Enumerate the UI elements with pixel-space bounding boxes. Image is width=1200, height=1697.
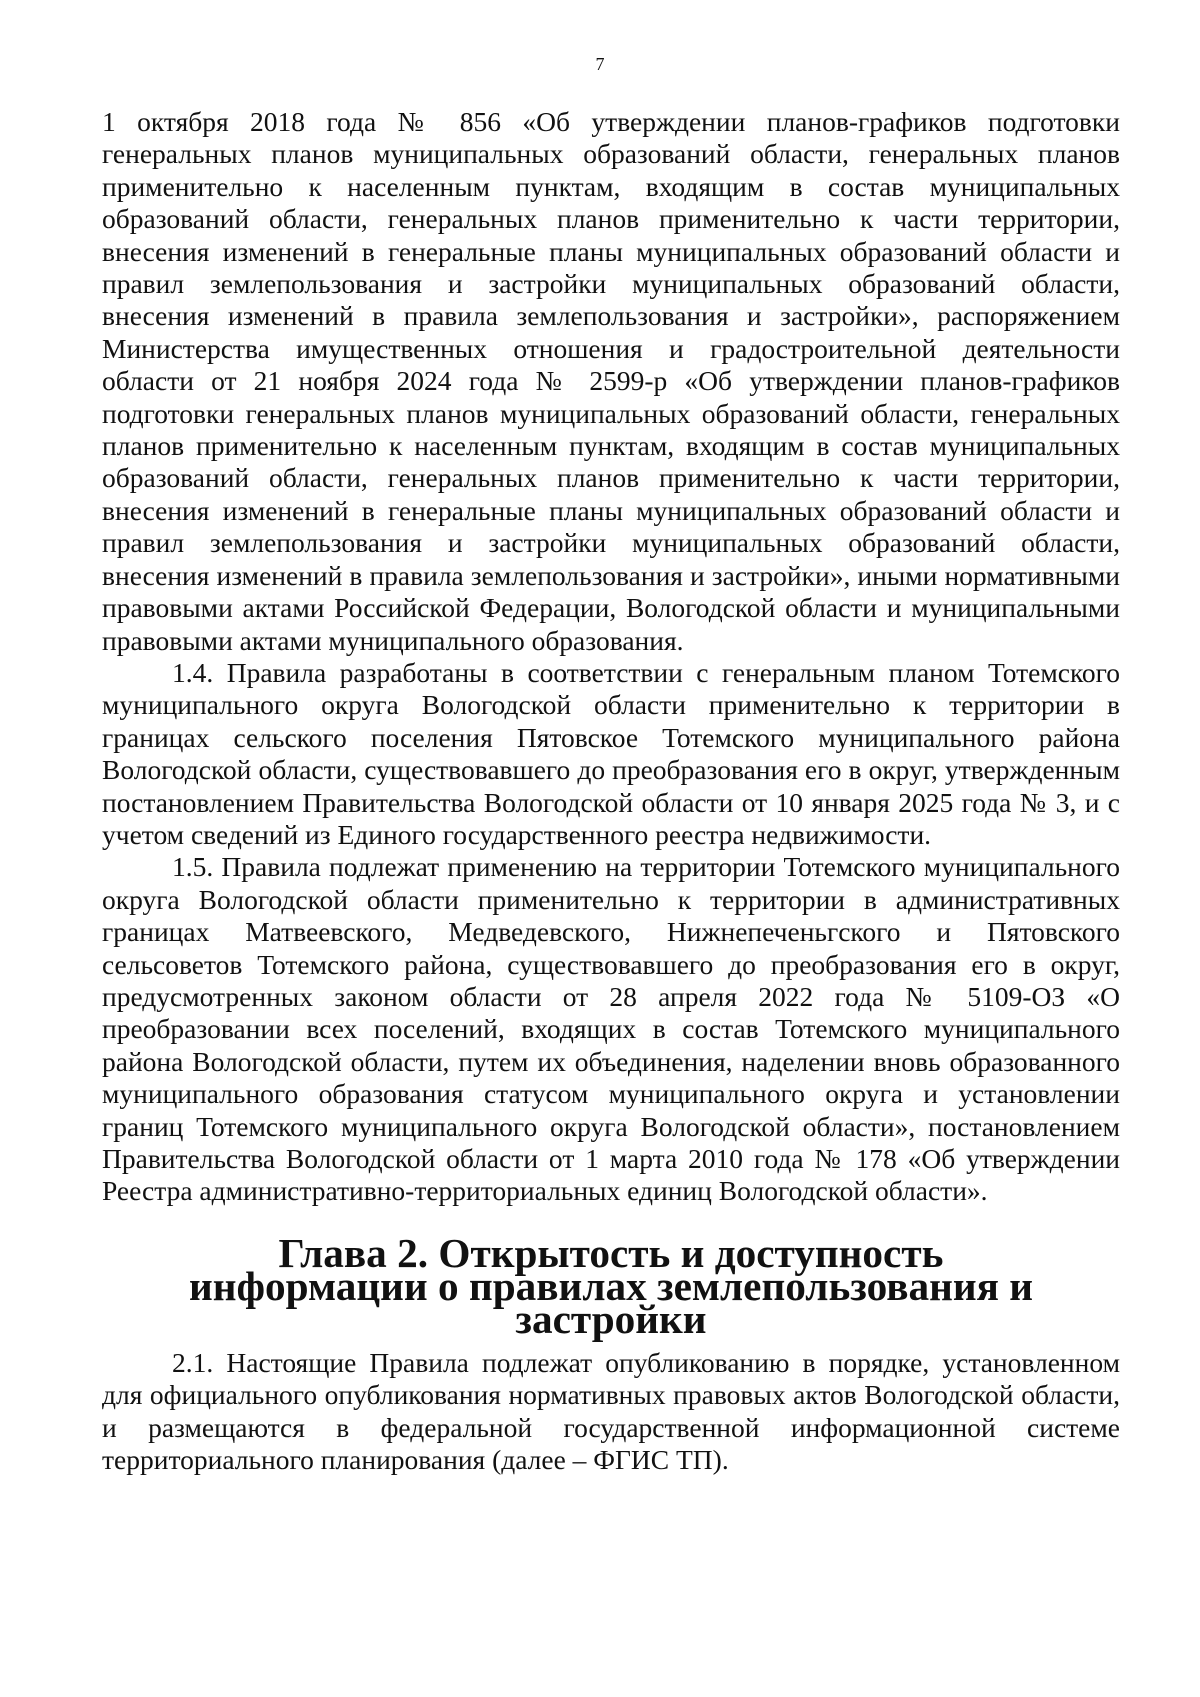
chapter-heading	[102, 1229, 1120, 1342]
paragraph-1-4: 1.4. Правила разработаны в соответствии с генеральным планом Тотемского муниципального округа Вологодской области применительно к территории в границах сельского поселения Пятовское Тотемского муниципального района Вологодской области, существовавшего до преобразования его в округ, утвержденным постановлением Правительства Вологодской области от 10 января 2025 года № 3, и с учетом сведений из Единого государственного реестра недвижимости.	[102, 656, 1120, 850]
page-number: 7	[595, 54, 605, 74]
document-body	[102, 106, 1120, 1476]
paragraph-1-5: 1.5. Правила подлежат применению на территории Тотемского муниципального округа Вологодской области применительно к территории в административных границах Матвеевского, Медведевского, Нижнепеченьгского и Пятовского сельсоветов Тотемского района, существовавшего до преобразования его в округ, предусмотренных законом области от 28 апреля 2022 года № 5109-ОЗ «О преобразовании всех поселений, входящих в состав Тотемского муниципального района Вологодской области, путем их объединения, наделении вновь образованного муниципального образования статусом муниципального округа и установлении границ Тотемского муниципального округа Вологодской области», постановлением Правительства Вологодской области от 1 марта 2010 года № 178 «Об утверждении Реестра административно-территориальных единиц Вологодской области».	[102, 851, 1120, 1207]
paragraph-2-1: 2.1. Настоящие Правила подлежат опубликованию в порядке, установленном для официального опубликования нормативных правовых актов Вологодской области, и размещаются в федеральной государственной информационной системе территориального планирования (далее – ФГИС ТП).	[102, 1346, 1120, 1476]
paragraph-continued: 1 октября 2018 года № 856 «Об утверждении планов-графиков подготовки генеральных планов муниципальных образований области, генеральных планов применительно к населенным пунктам, входящим в состав муниципальных образований области, генеральных планов применительно к части территории, внесения изменений в генеральные планы муниципальных образований области и правил землепользования и застройки муниципальных образований области, внесения изменений в правила землепользования и застройки», распоряжением Министерства имущественных отношения и градостроительной деятельности области от 21 ноября 2024 года № 2599-р «Об утверждении планов-графиков подготовки генеральных планов муниципальных образований области, генеральных планов применительно к населенным пунктам, входящим в состав муниципальных образований области, генеральных планов применительно к части территории, внесения изменений в генеральные планы муниципальных образований области и правил землепользования и застройки муниципальных образований области, внесения изменений в правила землепользования и застройки», иными нормативными правовыми актами Российской Федерации, Вологодской области и муниципальными правовыми актами муниципального образования.	[102, 106, 1120, 656]
chapter-title-line-2: информации о правилах землепользования и застройки	[188, 1262, 1034, 1342]
chapter-title-line-1: Глава 2. Открытость и доступность	[278, 1229, 944, 1276]
